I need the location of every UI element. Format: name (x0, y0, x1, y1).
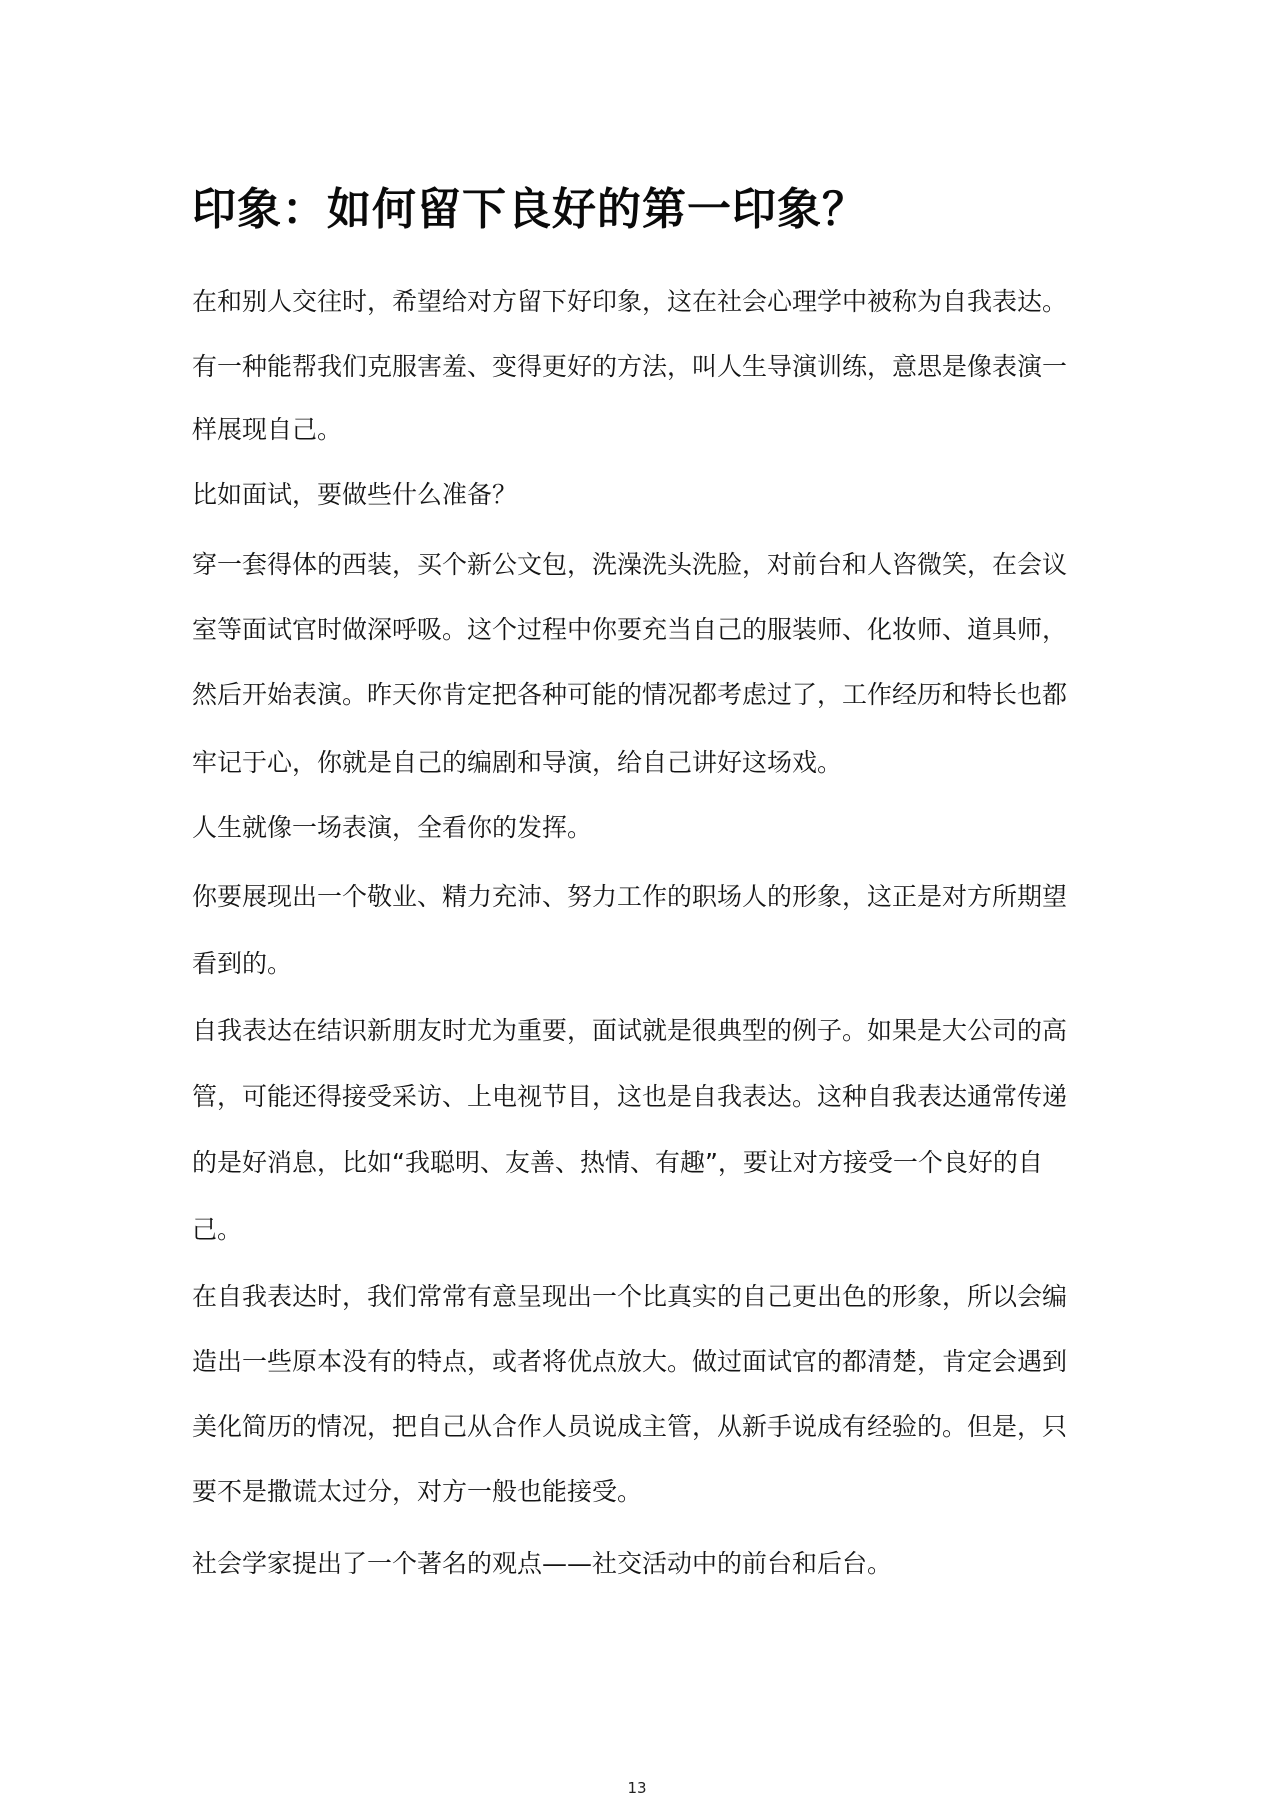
body-line: 的是好消息，比如“我聪明、友善、热情、有趣”，要让对方接受一个良好的自 (192, 1148, 1043, 1177)
body-line: 看到的。 (192, 949, 293, 978)
body-line: 在和别人交往时，希望给对方留下好印象，这在社会心理学中被称为自我表达。 (192, 287, 1068, 316)
page-number: 13 (627, 1779, 647, 1797)
body-line: 要不是撒谎太过分，对方一般也能接受。 (192, 1477, 643, 1506)
body-line: 比如面试，要做些什么准备？ (192, 480, 518, 509)
body-line: 人生就像一场表演，全看你的发挥。 (192, 813, 593, 842)
body-line: 室等面试官时做深呼吸。这个过程中你要充当自己的服装师、化妆师、道具师， (192, 615, 1068, 644)
body-line: 你要展现出一个敬业、精力充沛、努力工作的职场人的形象，这正是对方所期望 (192, 882, 1068, 911)
body-line: 造出一些原本没有的特点，或者将优点放大。做过面试官的都清楚，肯定会遇到 (192, 1347, 1068, 1376)
body-line: 穿一套得体的西装，买个新公文包，洗澡洗头洗脸，对前台和人咨微笑，在会议 (192, 550, 1068, 579)
body-line: 自我表达在结识新朋友时尤为重要，面试就是很典型的例子。如果是大公司的高 (192, 1016, 1068, 1045)
body-line: 美化简历的情况，把自己从合作人员说成主管，从新手说成有经验的。但是，只 (192, 1412, 1068, 1441)
body-line: 然后开始表演。昨天你肯定把各种可能的情况都考虑过了，工作经历和特长也都 (192, 680, 1068, 709)
body-line: 在自我表达时，我们常常有意呈现出一个比真实的自己更出色的形象，所以会编 (192, 1282, 1068, 1311)
body-line: 管，可能还得接受采访、上电视节目，这也是自我表达。这种自我表达通常传递 (192, 1082, 1068, 1111)
body-line: 有一种能帮我们克服害羞、变得更好的方法，叫人生导演训练，意思是像表演一 (192, 352, 1068, 381)
body-line: 社会学家提出了一个著名的观点——社交活动中的前台和后台。 (192, 1549, 893, 1578)
page-title: 印象：如何留下良好的第一印象？ (192, 184, 867, 235)
body-line: 己。 (192, 1215, 243, 1244)
body-line: 样展现自己。 (192, 415, 343, 444)
body-line: 牢记于心，你就是自己的编剧和导演，给自己讲好这场戏。 (192, 748, 843, 777)
